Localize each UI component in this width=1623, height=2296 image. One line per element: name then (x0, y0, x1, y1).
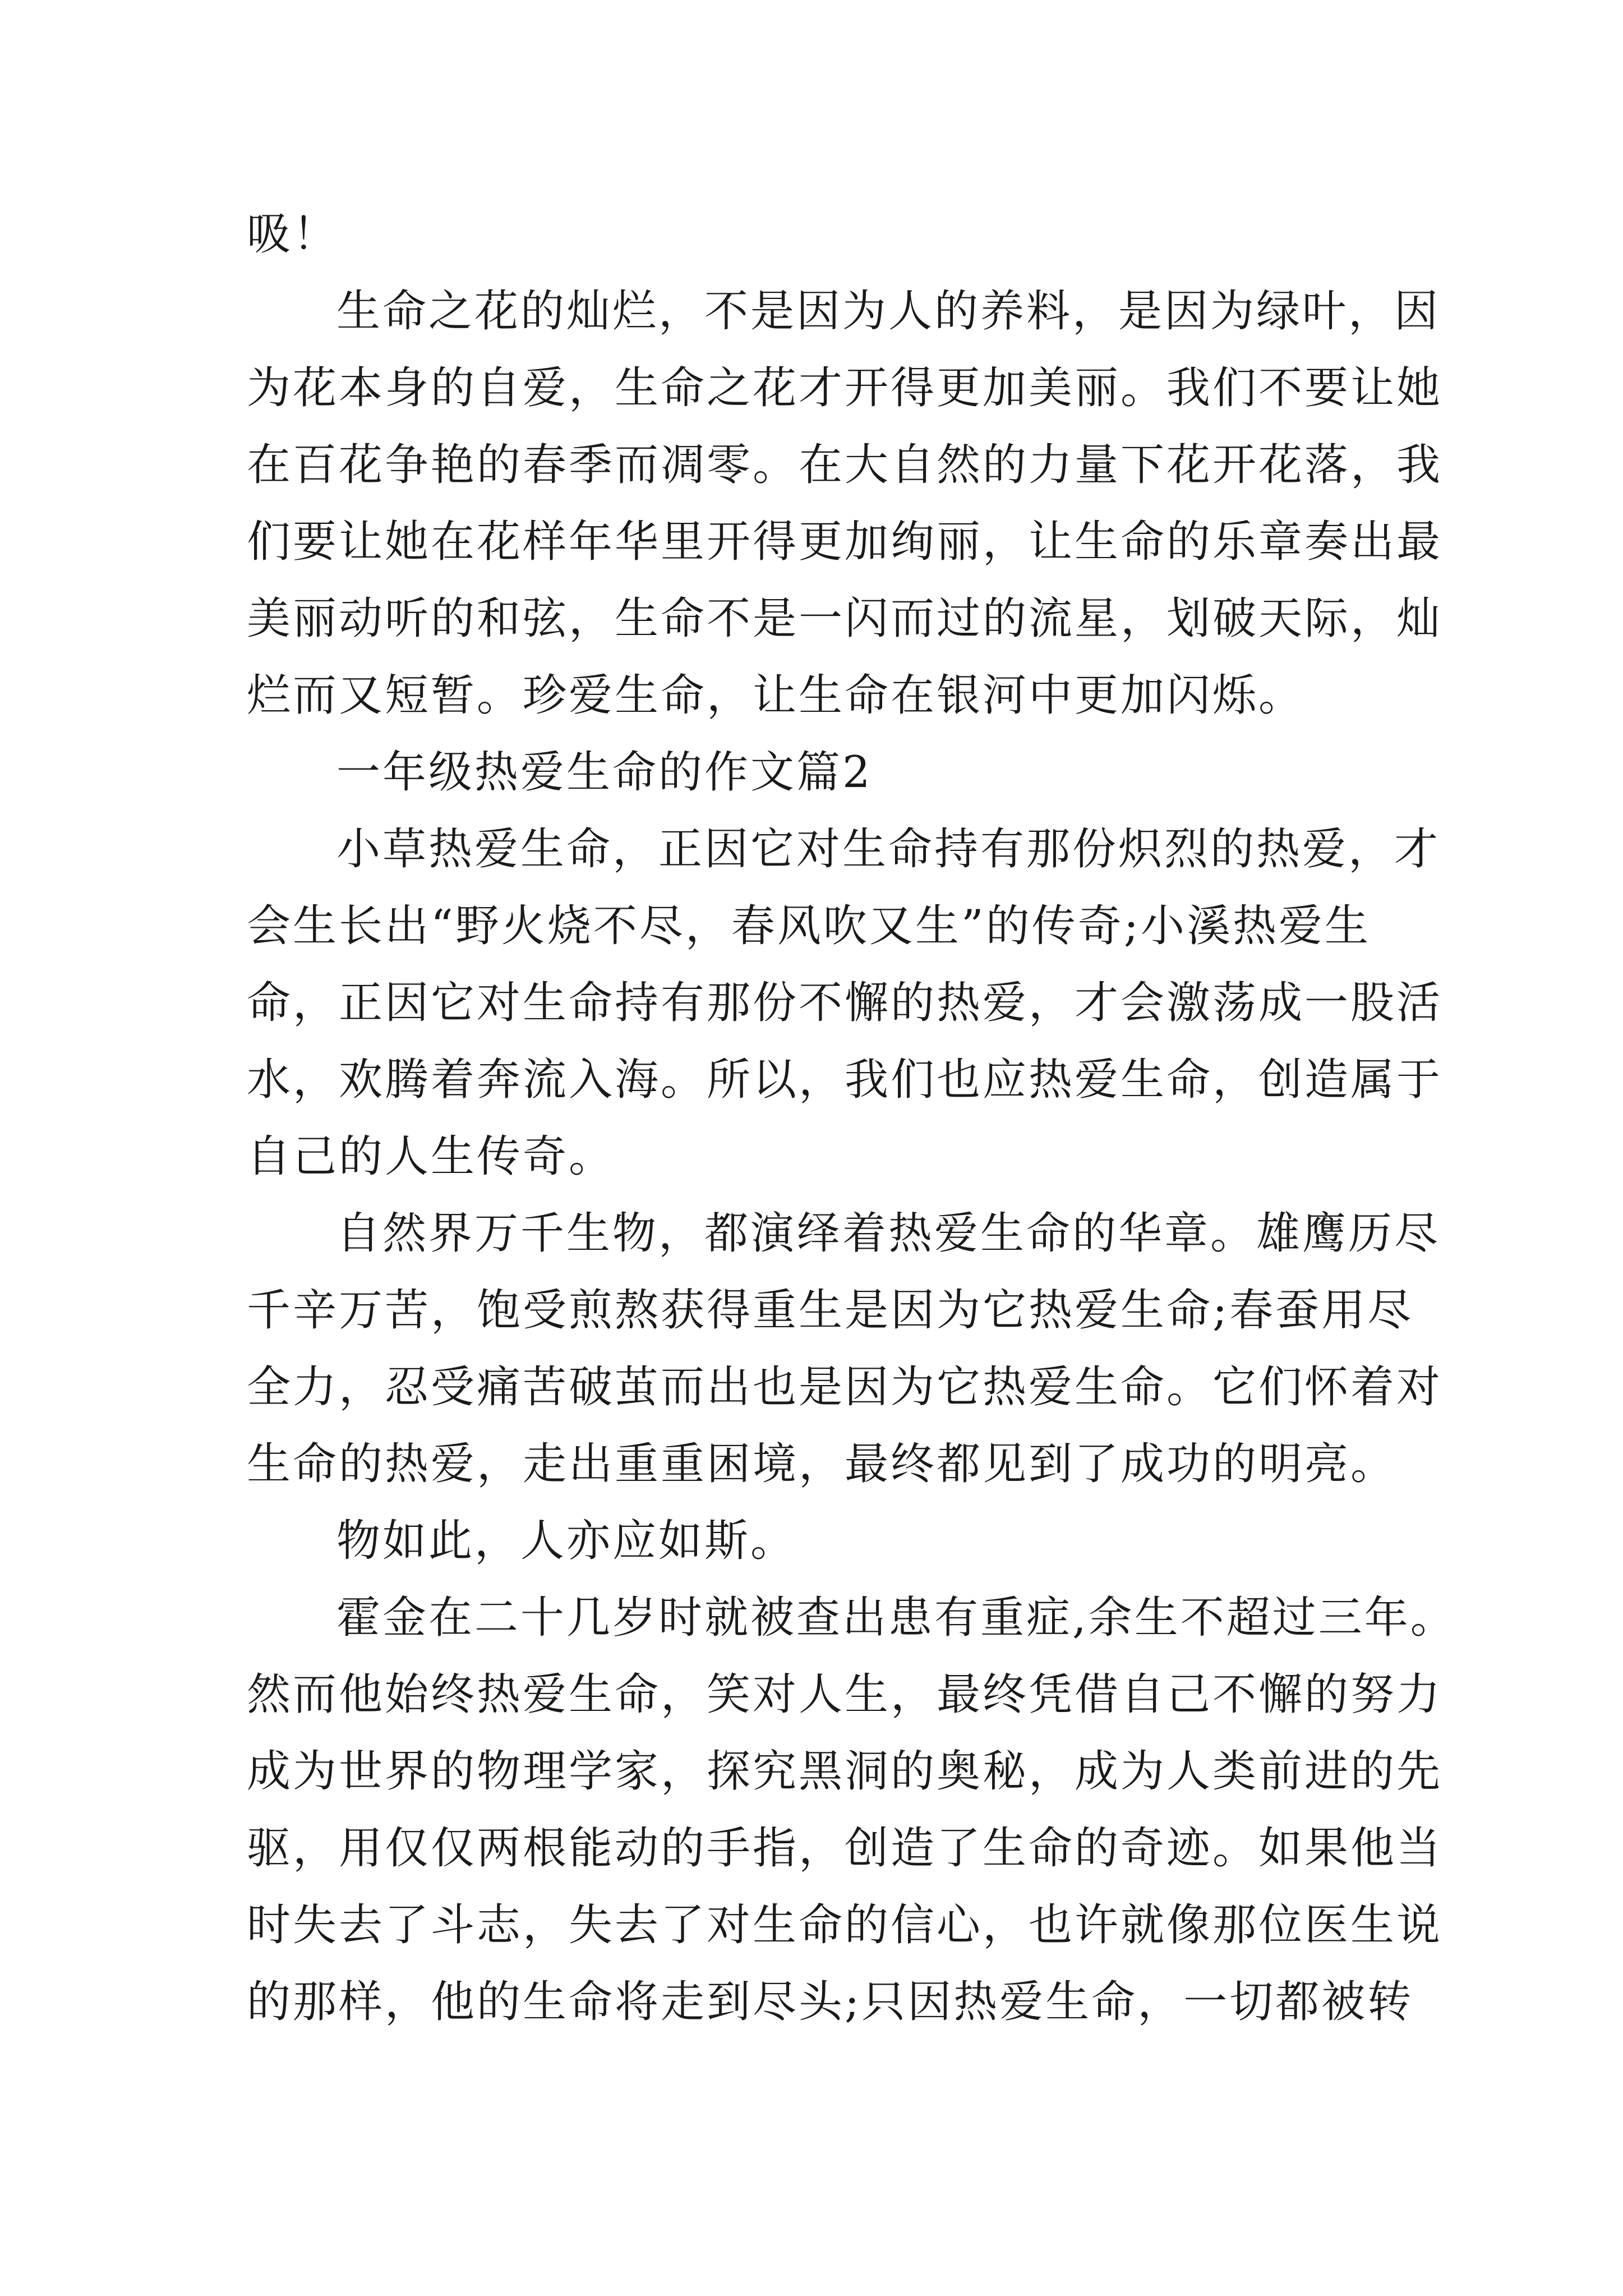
text-line: 的那样，他的生命将走到尽头;只因热爱生命，一切都被转 (247, 1977, 1414, 2027)
paragraph-start-line: 物如此，人亦应如斯。 (336, 1516, 797, 1566)
text-line: 吸！ (247, 209, 339, 260)
text-line: 们要让她在花样年华里开得更加绚丽，让生命的乐章奏出最 (247, 517, 1443, 567)
text-line: 全力，忍受痛苦破茧而出也是因为它热爱生命。它们怀着对 (247, 1362, 1443, 1412)
text-line: 美丽动听的和弦，生命不是一闪而过的流星，划破天际，灿 (247, 593, 1443, 644)
text-line: 生命的热爱，走出重重困境，最终都见到了成功的明亮。 (247, 1439, 1397, 1489)
paragraph-start-line: 小草热爱生命，正因它对生命持有那份炽烈的热爱，才 (336, 824, 1441, 875)
text-line: 自己的人生传奇。 (247, 1131, 615, 1182)
text-line: 会生长出“野火烧不尽，春风吹又生”的传奇;小溪热爱生 (247, 901, 1371, 951)
paragraph-start-line: 生命之花的灿烂，不是因为人的养料，是因为绿叶，因 (336, 286, 1441, 337)
text-line: 千辛万苦，饱受煎熬获得重生是因为它热爱生命;春蚕用尽 (247, 1285, 1414, 1336)
document-body (247, 196, 1456, 2041)
text-line: 水，欢腾着奔流入海。所以，我们也应热爱生命，创造属于 (247, 1055, 1443, 1105)
text-line: 驱，用仅仅两根能动的手指，创造了生命的奇迹。如果他当 (247, 1823, 1443, 1874)
section-heading: 一年级热爱生命的作文篇2 (336, 747, 873, 798)
text-line: 为花本身的自爱，生命之花才开得更加美丽。我们不要让她 (247, 363, 1443, 413)
paragraph-start-line: 霍金在二十几岁时就被查出患有重症,余生不超过三年。 (336, 1593, 1456, 1643)
text-line: 成为世界的物理学家，探究黑洞的奥秘，成为人类前进的先 (247, 1746, 1443, 1797)
paragraph-start-line: 自然界万千生物，都演绎着热爱生命的华章。雄鹰历尽 (336, 1208, 1441, 1259)
text-line: 命，正因它对生命持有那份不懈的热爱，才会激荡成一股活 (247, 978, 1443, 1028)
text-line: 时失去了斗志，失去了对生命的信心，也许就像那位医生说 (247, 1900, 1443, 1950)
text-line: 在百花争艳的春季而凋零。在大自然的力量下花开花落，我 (247, 440, 1443, 490)
text-line: 然而他始终热爱生命，笑对人生，最终凭借自己不懈的努力 (247, 1669, 1443, 1720)
text-line: 烂而又短暂。珍爱生命，让生命在银河中更加闪烁。 (247, 670, 1305, 721)
